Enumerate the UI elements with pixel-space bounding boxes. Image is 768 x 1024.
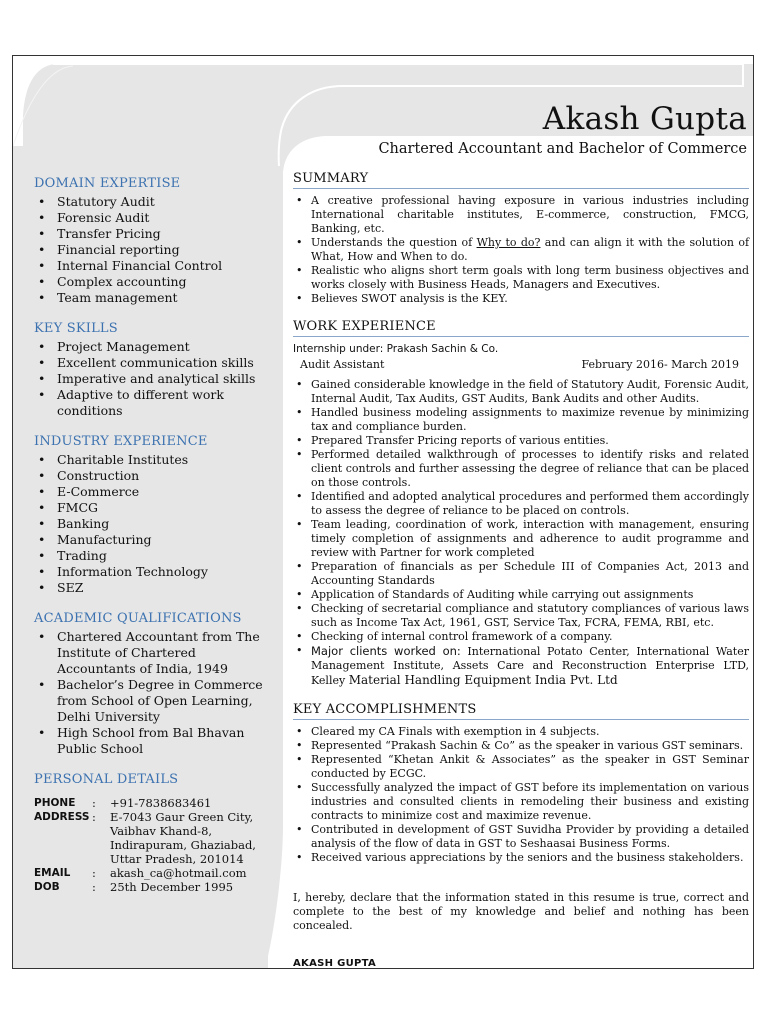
main-content <box>293 171 749 969</box>
key-accomplishments-section <box>293 702 749 865</box>
section-heading: KEY SKILLS <box>34 321 118 336</box>
section-heading: WORK EXPERIENCE <box>293 319 749 337</box>
list-item: • Excellent communication skills <box>34 355 269 371</box>
role-dates: February 2016- March 2019 <box>581 358 739 371</box>
list-item: • Construction <box>34 468 269 484</box>
key-skills-section <box>34 321 269 419</box>
list-item: • Banking <box>34 516 269 532</box>
section-heading: INDUSTRY EXPERIENCE <box>34 434 208 449</box>
list-item: • Team management <box>34 290 269 306</box>
academic-qualifications-section <box>34 611 269 757</box>
separator: : <box>92 810 96 824</box>
list-item: • Realistic who aligns short term goals with long term business objectives and works closely with Business Heads, Managers and Executives. <box>293 264 749 292</box>
declaration: I, hereby, declare that the information stated in this resume is true, correct and complete to the best of my knowledge and belief and nothing has been concealed. <box>293 891 749 932</box>
list-item <box>293 644 749 688</box>
text: and can align it with the solution of What, How and When to do. <box>311 236 750 263</box>
sidebar <box>34 176 269 909</box>
list-item: • Preparation of financials as per Schedule III of Companies Act, 2013 and Accounting Standards <box>293 560 749 588</box>
list-item: • Represented “Khetan Ankit & Associates” as the speaker in GST Seminar conducted by ECGC. <box>293 753 749 781</box>
address-label: ADDRESS <box>34 811 90 823</box>
list-item: • Bachelor’s Degree in Commerce from School of Open Learning, Delhi University <box>34 677 269 725</box>
section-heading: KEY ACCOMPLISHMENTS <box>293 702 749 720</box>
academic-list <box>34 629 269 757</box>
list-item: • High School from Bal Bhavan Public School <box>34 725 269 757</box>
list-item: • Imperative and analytical skills <box>34 371 269 387</box>
list-item: • Transfer Pricing <box>34 226 269 242</box>
phone-row <box>34 796 269 810</box>
list-item: • Chartered Accountant from The Institute of Chartered Accountants of India, 1949 <box>34 629 269 677</box>
candidate-title: Chartered Accountant and Bachelor of Commerce <box>378 141 747 157</box>
dob-row <box>34 880 269 894</box>
list-item: • Handled business modeling assignments to maximize revenue by minimizing tax and compliance burden. <box>293 406 749 434</box>
key-skills-list <box>34 339 269 419</box>
list-item: • Project Management <box>34 339 269 355</box>
signature: AKASH GUPTA <box>293 958 377 969</box>
phone-label: PHONE <box>34 797 76 809</box>
email-row <box>34 866 269 880</box>
work-list <box>293 378 749 688</box>
list-item: • Forensic Audit <box>34 210 269 226</box>
work-experience-section <box>293 319 749 688</box>
list-item: • Adaptive to different work conditions <box>34 387 269 419</box>
list-item: • Team leading, coordination of work, interaction with management, ensuring timely completion of assignments and adherence to audit programme and review with Partner for work completed <box>293 518 749 560</box>
clients-label: Major clients worked on: <box>311 644 461 658</box>
domain-expertise-section <box>34 176 269 306</box>
list-item: • FMCG <box>34 500 269 516</box>
list-item: • Gained considerable knowledge in the field of Statutory Audit, Forensic Audit, Internal Audit, Tax Audits, GST Audits, Bank Audits and other Audits. <box>293 378 749 406</box>
list-item: • Received various appreciations by the seniors and the business stakeholders. <box>293 851 749 865</box>
list-item: • Application of Standards of Auditing while carrying out assignments <box>293 588 749 602</box>
email-value[interactable]: akash_ca@hotmail.com <box>110 866 247 880</box>
list-item: • Checking of internal control framework of a company. <box>293 630 749 644</box>
list-item: • Represented “Prakash Sachin & Co” as the speaker in various GST seminars. <box>293 739 749 753</box>
summary-list <box>293 194 749 306</box>
list-item: • Statutory Audit <box>34 194 269 210</box>
list-item <box>293 236 749 264</box>
list-item: • Checking of secretarial compliance and statutory compliances of various laws such as Income Tax Act, 1961, GST, Service Tax, FCRA, FEMA, RBI, etc. <box>293 602 749 630</box>
summary-section <box>293 171 749 306</box>
list-item: • Charitable Institutes <box>34 452 269 468</box>
section-heading: ACADEMIC QUALIFICATIONS <box>34 611 242 626</box>
list-item: • E-Commerce <box>34 484 269 500</box>
internship-line: Internship under: Prakash Sachin & Co. <box>293 343 499 355</box>
separator: : <box>92 796 96 810</box>
clients-last: Material Handling Equipment India Pvt. Ltd <box>348 673 618 687</box>
role-title: Audit Assistant <box>300 358 385 371</box>
section-heading: PERSONAL DETAILS <box>34 772 179 787</box>
list-item: • Manufacturing <box>34 532 269 548</box>
domain-expertise-list <box>34 194 269 306</box>
section-heading: SUMMARY <box>293 171 749 189</box>
role-row <box>293 356 749 378</box>
industry-experience-section <box>34 434 269 596</box>
list-item: • Performed detailed walkthrough of processes to identify risks and related client controls and further assessing the degree of reliance that can be placed on those controls. <box>293 448 749 490</box>
list-item: • Information Technology <box>34 564 269 580</box>
email-label: EMAIL <box>34 867 71 879</box>
list-item: • Internal Financial Control <box>34 258 269 274</box>
list-item: • A creative professional having exposure in various industries including International charitable institutes, E-commerce, construction, FMCG, Banking, etc. <box>293 194 749 236</box>
list-item: • Prepared Transfer Pricing reports of various entities. <box>293 434 749 448</box>
list-item: • Identified and adopted analytical procedures and performed them accordingly to assess the degree of reliance to be placed on controls. <box>293 490 749 518</box>
list-item: • Believes SWOT analysis is the KEY. <box>293 292 749 306</box>
phone-value: +91-7838683461 <box>110 796 212 810</box>
clients-text: International Potato Center, International Water Management Institute, Assets Care and Reconstruction Enterprise LTD, Kelley <box>311 645 750 687</box>
header <box>378 100 747 158</box>
why-to-do-text: Why to do? <box>476 236 541 249</box>
accomplishments-list <box>293 725 749 865</box>
candidate-name: Akash Gupta <box>542 101 747 137</box>
industry-experience-list <box>34 452 269 596</box>
list-item: • Complex accounting <box>34 274 269 290</box>
dob-value: 25th December 1995 <box>110 880 234 894</box>
address-row <box>34 810 269 866</box>
text: Understands the question of <box>311 236 477 249</box>
list-item: • Successfully analyzed the impact of GST before its implementation on various industries and consulted clients in remodeling their business and existing contracts to minimize cost and maximize revenue. <box>293 781 749 823</box>
section-heading: DOMAIN EXPERTISE <box>34 176 181 191</box>
list-item: • Contributed in development of GST Suvidha Provider by providing a detailed analysis of the flow of data in GST to Seshaasai Business Forms. <box>293 823 749 851</box>
address-value: E-7043 Gaur Green City, Vaibhav Khand-8, Indirapuram, Ghaziabad, Uttar Pradesh, 201014 <box>110 810 256 866</box>
separator: : <box>92 880 96 894</box>
list-item: • SEZ <box>34 580 269 596</box>
personal-details-section <box>34 772 269 894</box>
list-item: • Cleared my CA Finals with exemption in 4 subjects. <box>293 725 749 739</box>
list-item: • Financial reporting <box>34 242 269 258</box>
list-item: • Trading <box>34 548 269 564</box>
resume-page <box>12 55 754 969</box>
separator: : <box>92 866 96 880</box>
dob-label: DOB <box>34 881 60 893</box>
